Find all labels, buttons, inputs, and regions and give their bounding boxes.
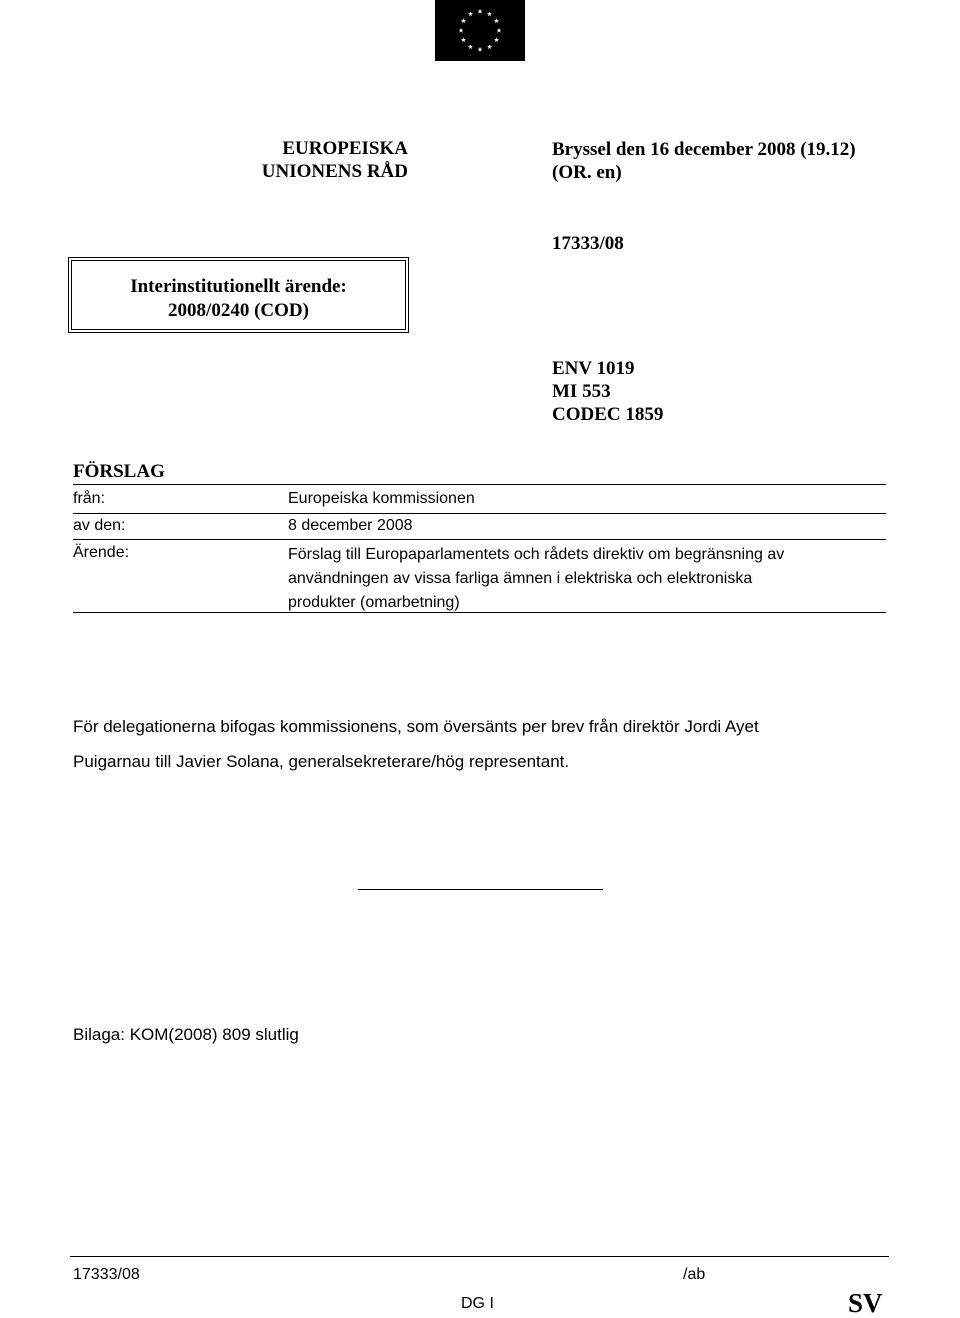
body-text-line: För delegationerna bifogas kommissionens, som översänts per brev från direktör Jordi Ayet xyxy=(73,717,759,736)
interinstitutional-value: 2008/0240 (COD) xyxy=(168,300,309,321)
document-number: 17333/08 xyxy=(552,233,624,254)
subject-label: Ärende: xyxy=(73,544,130,561)
date-label: av den: xyxy=(73,517,126,534)
classification-code: MI 553 xyxy=(552,381,611,402)
date-value: 8 december 2008 xyxy=(288,517,413,534)
subject-line: användningen av vissa farliga ämnen i elektriska och elektroniska xyxy=(288,570,753,587)
table-divider xyxy=(73,539,886,540)
footer-directorate: DG I xyxy=(461,1295,494,1312)
proposal-title: FÖRSLAG xyxy=(73,461,165,482)
original-language: (OR. en) xyxy=(552,162,622,183)
classification-code: CODEC 1859 xyxy=(552,404,664,425)
body-text-line: Puigarnau till Javier Solana, generalsekreterare/hög representant. xyxy=(73,752,570,771)
table-divider xyxy=(73,612,886,613)
from-label: från: xyxy=(73,490,106,507)
interinstitutional-label: Interinstitutionellt ärende: xyxy=(130,276,347,297)
table-divider xyxy=(73,484,886,485)
council-name-line2: UNIONENS RÅD xyxy=(261,161,408,182)
footer-divider xyxy=(70,1256,889,1257)
annex-reference: Bilaga: KOM(2008) 809 slutlig xyxy=(73,1025,299,1044)
separator-line xyxy=(358,889,603,890)
from-value: Europeiska kommissionen xyxy=(288,490,475,507)
subject-line: produkter (omarbetning) xyxy=(288,594,460,611)
interinstitutional-box xyxy=(68,257,409,333)
footer-initials: /ab xyxy=(683,1266,706,1283)
subject-line: Förslag till Europaparlamentets och rådets direktiv om begränsning av xyxy=(288,546,785,563)
document-date: Bryssel den 16 december 2008 (19.12) xyxy=(552,139,856,160)
table-divider xyxy=(73,513,886,514)
eu-flag-icon xyxy=(435,0,525,61)
footer-document-number: 17333/08 xyxy=(73,1266,140,1283)
classification-code: ENV 1019 xyxy=(552,358,635,379)
footer-language-code: SV xyxy=(848,1288,883,1318)
council-name-line1: EUROPEISKA xyxy=(282,138,408,159)
